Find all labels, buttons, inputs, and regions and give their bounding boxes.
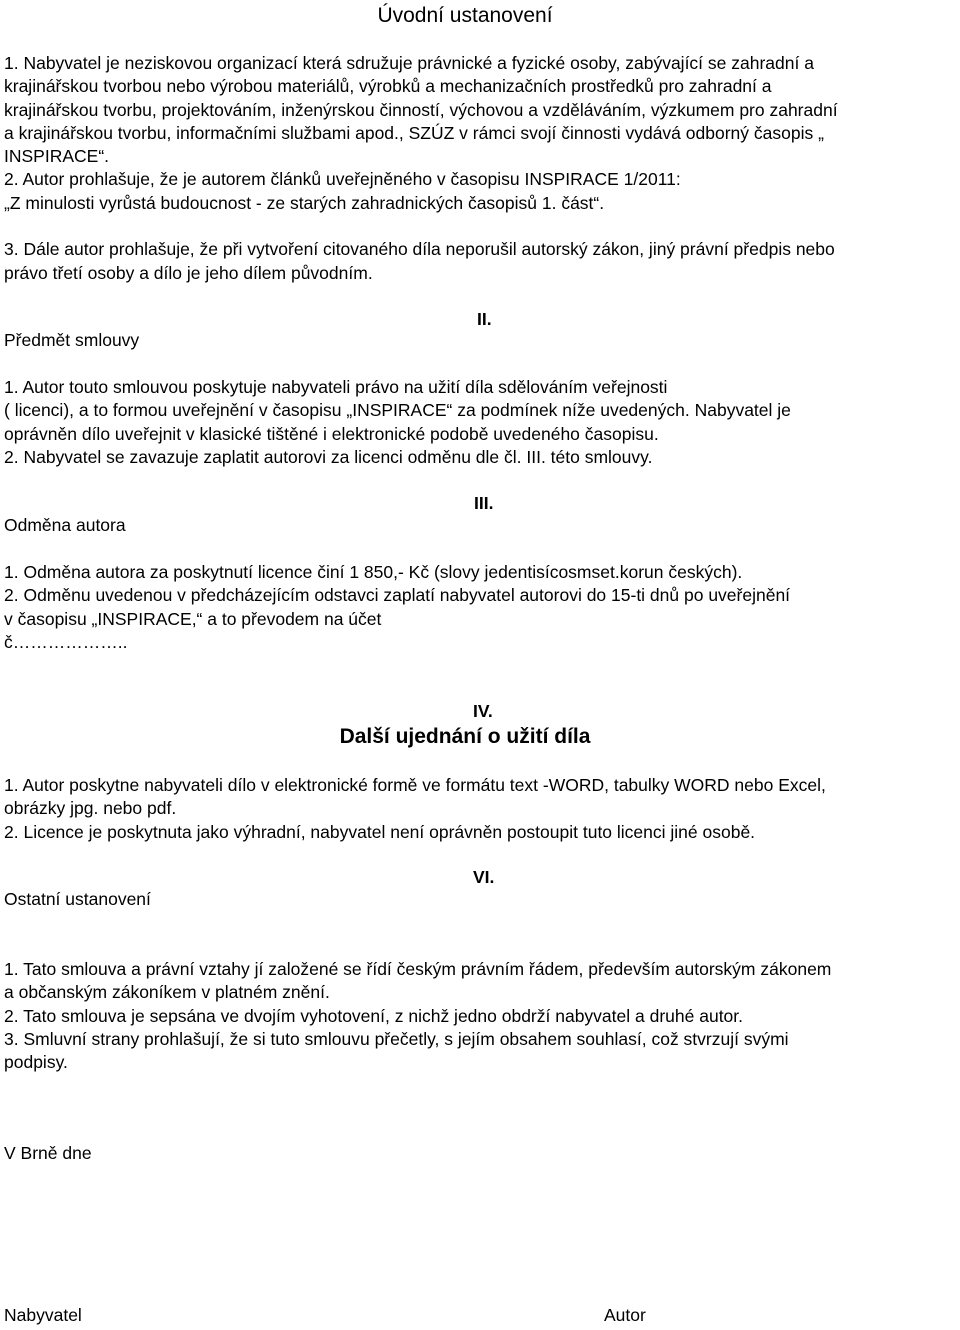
- signature-nabyvatel: Nabyvatel: [4, 1305, 82, 1325]
- section-heading-predmet: Předmět smlouvy: [4, 330, 140, 350]
- section-heading-odmena: Odměna autora: [4, 515, 126, 535]
- document-title: Úvodní ustanovení: [377, 4, 553, 27]
- intro-spacer: [4, 215, 956, 238]
- intro-line: právo třetí osoby a dílo je jeho dílem původním.: [4, 262, 373, 283]
- section-iv-body: [4, 774, 956, 844]
- section-vi-line: 2. Tato smlouva je sepsána ve dvojím vyhotovení, z nichž jedno obdrží nabyvatel a druhé autor.: [4, 1005, 744, 1026]
- section-number-iv: IV.: [473, 701, 493, 721]
- intro-line: krajinářskou tvorbu, projektováním, inženýrskou činností, výchovou a vzděláváním, výzkumem pro zahradní: [4, 99, 838, 120]
- section-iii-line: 1. Odměna autora za poskytnutí licence činí 1 850,- Kč (slovy jedentisícosmset.korun českých).: [4, 562, 743, 582]
- section-number-iii: III.: [474, 493, 494, 513]
- section-heading-ostatni: Ostatní ustanovení: [4, 889, 151, 909]
- intro-line: 3. Dále autor prohlašuje, že při vytvoření citovaného díla neporušil autorský zákon, jiný právní předpis nebo: [4, 239, 835, 260]
- section-vi-body: [4, 958, 956, 1074]
- section-ii-body: [4, 376, 956, 469]
- intro-line: krajinářskou tvorbou nebo výrobou materiálů, výrobků a mechanizačních prostředků pro zahradní a: [4, 76, 772, 97]
- section-iv-line: 2. Licence je poskytnuta jako výhradní, nabyvatel není oprávněn postoupit tuto licenci jiné osobě.: [4, 821, 756, 842]
- section-number-ii: II.: [477, 309, 492, 329]
- section-vi-line: 3. Smluvní strany prohlašují, že si tuto smlouvu přečetly, s jejím obsahem souhlasí, což stvrzují svými: [4, 1028, 789, 1049]
- intro-section: [4, 52, 956, 285]
- section-number-vi: VI.: [473, 867, 495, 887]
- section-vi-line: 1. Tato smlouva a právní vztahy jí založené se řídí českým právním řádem, především autorským zákonem: [4, 959, 832, 979]
- intro-line: 2. Autor prohlašuje, že je autorem článků uveřejněného v časopisu INSPIRACE 1/2011:: [4, 169, 681, 190]
- section-iii-line: v časopisu „INSPIRACE,“ a to převodem na účet: [4, 608, 382, 629]
- section-iii-body: [4, 561, 956, 654]
- section-vi-line: podpisy.: [4, 1052, 68, 1073]
- intro-line: „Z minulosti vyrůstá budoucnost - ze starých zahradnických časopisů 1. část“.: [4, 192, 605, 213]
- section-iv-line: 1. Autor poskytne nabyvateli dílo v elektronické formě ve formátu text -WORD, tabulky WORD nebo Excel,: [4, 775, 826, 795]
- intro-line: a krajinářskou tvorbu, informačními službami apod., SZÚZ v rámci svojí činnosti vydává odborný časopis „: [4, 122, 824, 143]
- intro-line: INSPIRACE“.: [4, 146, 110, 167]
- section-iv-line: obrázky jpg. nebo pdf.: [4, 798, 177, 819]
- intro-line: 1. Nabyvatel je neziskovou organizací která sdružuje právnické a fyzické osoby, zabývající se zahradní a: [4, 53, 814, 73]
- section-iii-line: 2. Odměnu uvedenou v předcházejícím odstavci zaplatí nabyvatel autorovi do 15-ti dnů po uveřejnění: [4, 585, 791, 606]
- signature-autor: Autor: [604, 1305, 646, 1325]
- place-date: V Brně dne: [4, 1143, 92, 1163]
- section-iii-line: č………………..: [4, 631, 128, 652]
- section-ii-line: oprávněn dílo uveřejnit v klasické tištěné i elektronické podobě uvedeného časopisu.: [4, 423, 659, 444]
- section-ii-line: 1. Autor touto smlouvou poskytuje nabyvateli právo na užití díla sdělováním veřejnosti: [4, 377, 668, 397]
- section-vi-line: a občanským zákoníkem v platném znění.: [4, 982, 330, 1003]
- section-ii-line: ( licenci), a to formou uveřejnění v časopisu „INSPIRACE“ za podmínek níže uvedených. Nabyvatel je: [4, 400, 791, 421]
- section-ii-line: 2. Nabyvatel se zavazuje zaplatit autorovi za licenci odměnu dle čl. III. této smlouvy.: [4, 446, 653, 467]
- section-heading-dalsi-ujednani: Další ujednání o užití díla: [339, 725, 591, 748]
